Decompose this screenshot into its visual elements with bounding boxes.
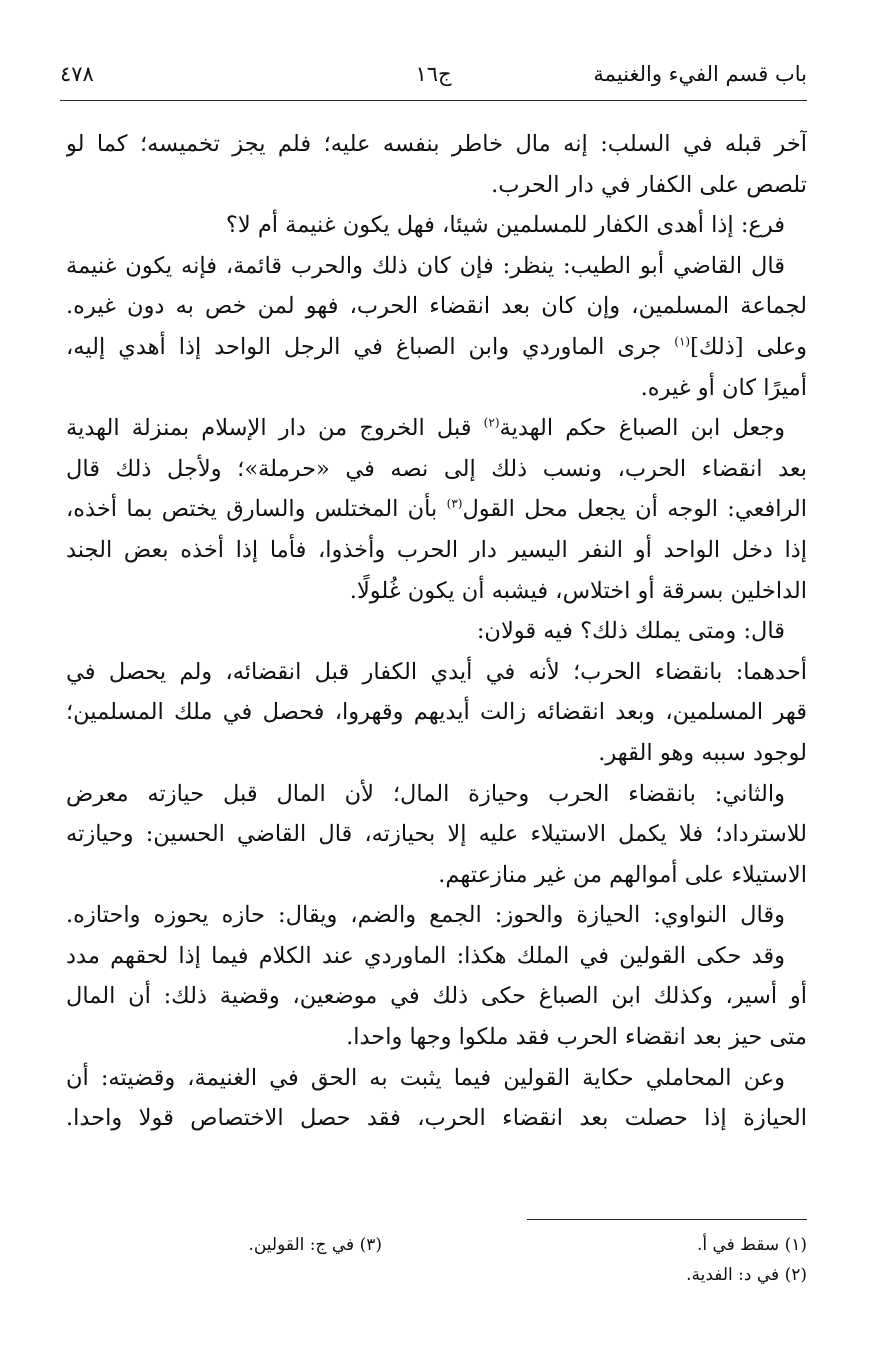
text-line: أميرًا كان أو غيره. <box>640 374 807 401</box>
main-text <box>66 124 807 1139</box>
footnote-ref: (٢) <box>483 415 500 430</box>
text-line: متى حيز بعد انقضاء الحرب فقد ملكوا وجها واحدا. <box>346 1024 807 1051</box>
text-line: الحيازة إذا حصلت بعد انقضاء الحرب، فقد حصل الاختصاص قولا واحدا. <box>66 1105 807 1132</box>
footnote-ref: (٣) <box>446 496 463 511</box>
text-segment: وعلى [ذلك] <box>690 333 807 360</box>
text-line: بعد انقضاء الحرب، ونسب ذلك إلى نصه في «حرملة»؛ ولأجل ذلك قال <box>66 455 807 482</box>
text-segment: جرى الماوردي وابن الصباغ في الرجل الواحد إذا أهدي إليه، <box>66 333 675 360</box>
text-line: قال: ومتى يملك ذلك؟ فيه قولان: <box>476 618 785 645</box>
text-line: إذا دخل الواحد أو النفر اليسير دار الحرب وأخذوا، فأما إذا أخذه بعض الجند <box>66 536 807 563</box>
text-line: فرع: إذا أهدى الكفار للمسلمين شيئا، فهل يكون غنيمة أم لا؟ <box>225 212 785 239</box>
footnote-text: في ج: القولين. <box>248 1235 355 1255</box>
text-line: للاسترداد؛ فلا يكمل الاستيلاء عليه إلا بحيازته، قال القاضي الحسين: وحيازته <box>66 821 807 848</box>
footnote-item <box>248 1232 382 1258</box>
footnote-number: (٣) <box>359 1235 382 1255</box>
text-line: قال القاضي أبو الطيب: ينظر: فإن كان ذلك والحرب قائمة، فإنه يكون غنيمة <box>66 252 785 279</box>
footnote-text: في د: الفدية. <box>686 1265 780 1285</box>
page-number: ٤٧٨ <box>60 62 94 86</box>
text-line: وقال النواوي: الحيازة والحوز: الجمع والضم، ويقال: حازه يحوزه واحتازه. <box>66 902 785 929</box>
footnote-rule <box>527 1219 807 1220</box>
text-segment: بأن المختلس والسارق يختص بما أخذه، <box>66 496 447 523</box>
text-line: لجماعة المسلمين، وإن كان بعد انقضاء الحرب، فهو لمن خص به دون غيره. <box>66 293 807 320</box>
footnote-item <box>686 1262 807 1288</box>
text-line: أحدهما: بانقضاء الحرب؛ لأنه في أيدي الكفار قبل انقضائه، ولم يحصل في <box>66 658 807 685</box>
text-line: الاستيلاء على أموالهم من غير منازعتهم. <box>438 861 807 888</box>
footnote-number: (٢) <box>784 1265 807 1285</box>
text-line: لوجود سببه وهو القهر. <box>598 739 807 766</box>
text-line <box>66 489 807 530</box>
text-line: قهر المسلمين، وبعد انقضائه زالت أيديهم وقهروا، فحصل في ملك المسلمين؛ <box>66 699 807 726</box>
page-header <box>60 58 807 98</box>
text-line: الداخلين بسرقة أو اختلاس، فيشبه أن يكون غُلولًا. <box>349 577 807 604</box>
text-segment: قبل الخروج من دار الإسلام بمنزلة الهدية <box>66 415 484 442</box>
text-line: آخر قبله في السلب: إنه مال خاطر بنفسه عليه؛ فلم يجز تخميسه؛ كما لو <box>66 131 807 157</box>
text-line <box>66 327 807 368</box>
chapter-title: باب قسم الفيء والغنيمة <box>593 62 807 86</box>
text-line <box>66 408 807 449</box>
text-line: وقد حكى القولين في الملك هكذا: الماوردي عند الكلام فيما إذا لحقهم مدد <box>66 942 785 969</box>
text-line: أو أسير، وكذلك ابن الصباغ حكى ذلك في موضعين، وقضية ذلك: أن المال <box>66 983 807 1010</box>
text-line: والثاني: بانقضاء الحرب وحيازة المال؛ لأن المال قبل حيازته معرض <box>66 780 785 807</box>
text-segment: الرافعي: الوجه أن يجعل محل القول <box>462 496 807 523</box>
text-segment: وجعل ابن الصباغ حكم الهدية <box>499 415 786 442</box>
footnote-text: سقط في أ. <box>696 1235 780 1255</box>
text-line: وعن المحاملي حكاية القولين فيما يثبت به الحق في الغنيمة، وقضيته: أن <box>66 1064 785 1091</box>
text-line: تلصص على الكفار في دار الحرب. <box>491 171 807 198</box>
footnote-ref: (١) <box>674 334 691 349</box>
footnote-item <box>697 1232 807 1258</box>
header-rule <box>60 100 807 101</box>
volume-number: ج١٦ <box>415 62 452 86</box>
footnote-number: (١) <box>784 1235 807 1255</box>
